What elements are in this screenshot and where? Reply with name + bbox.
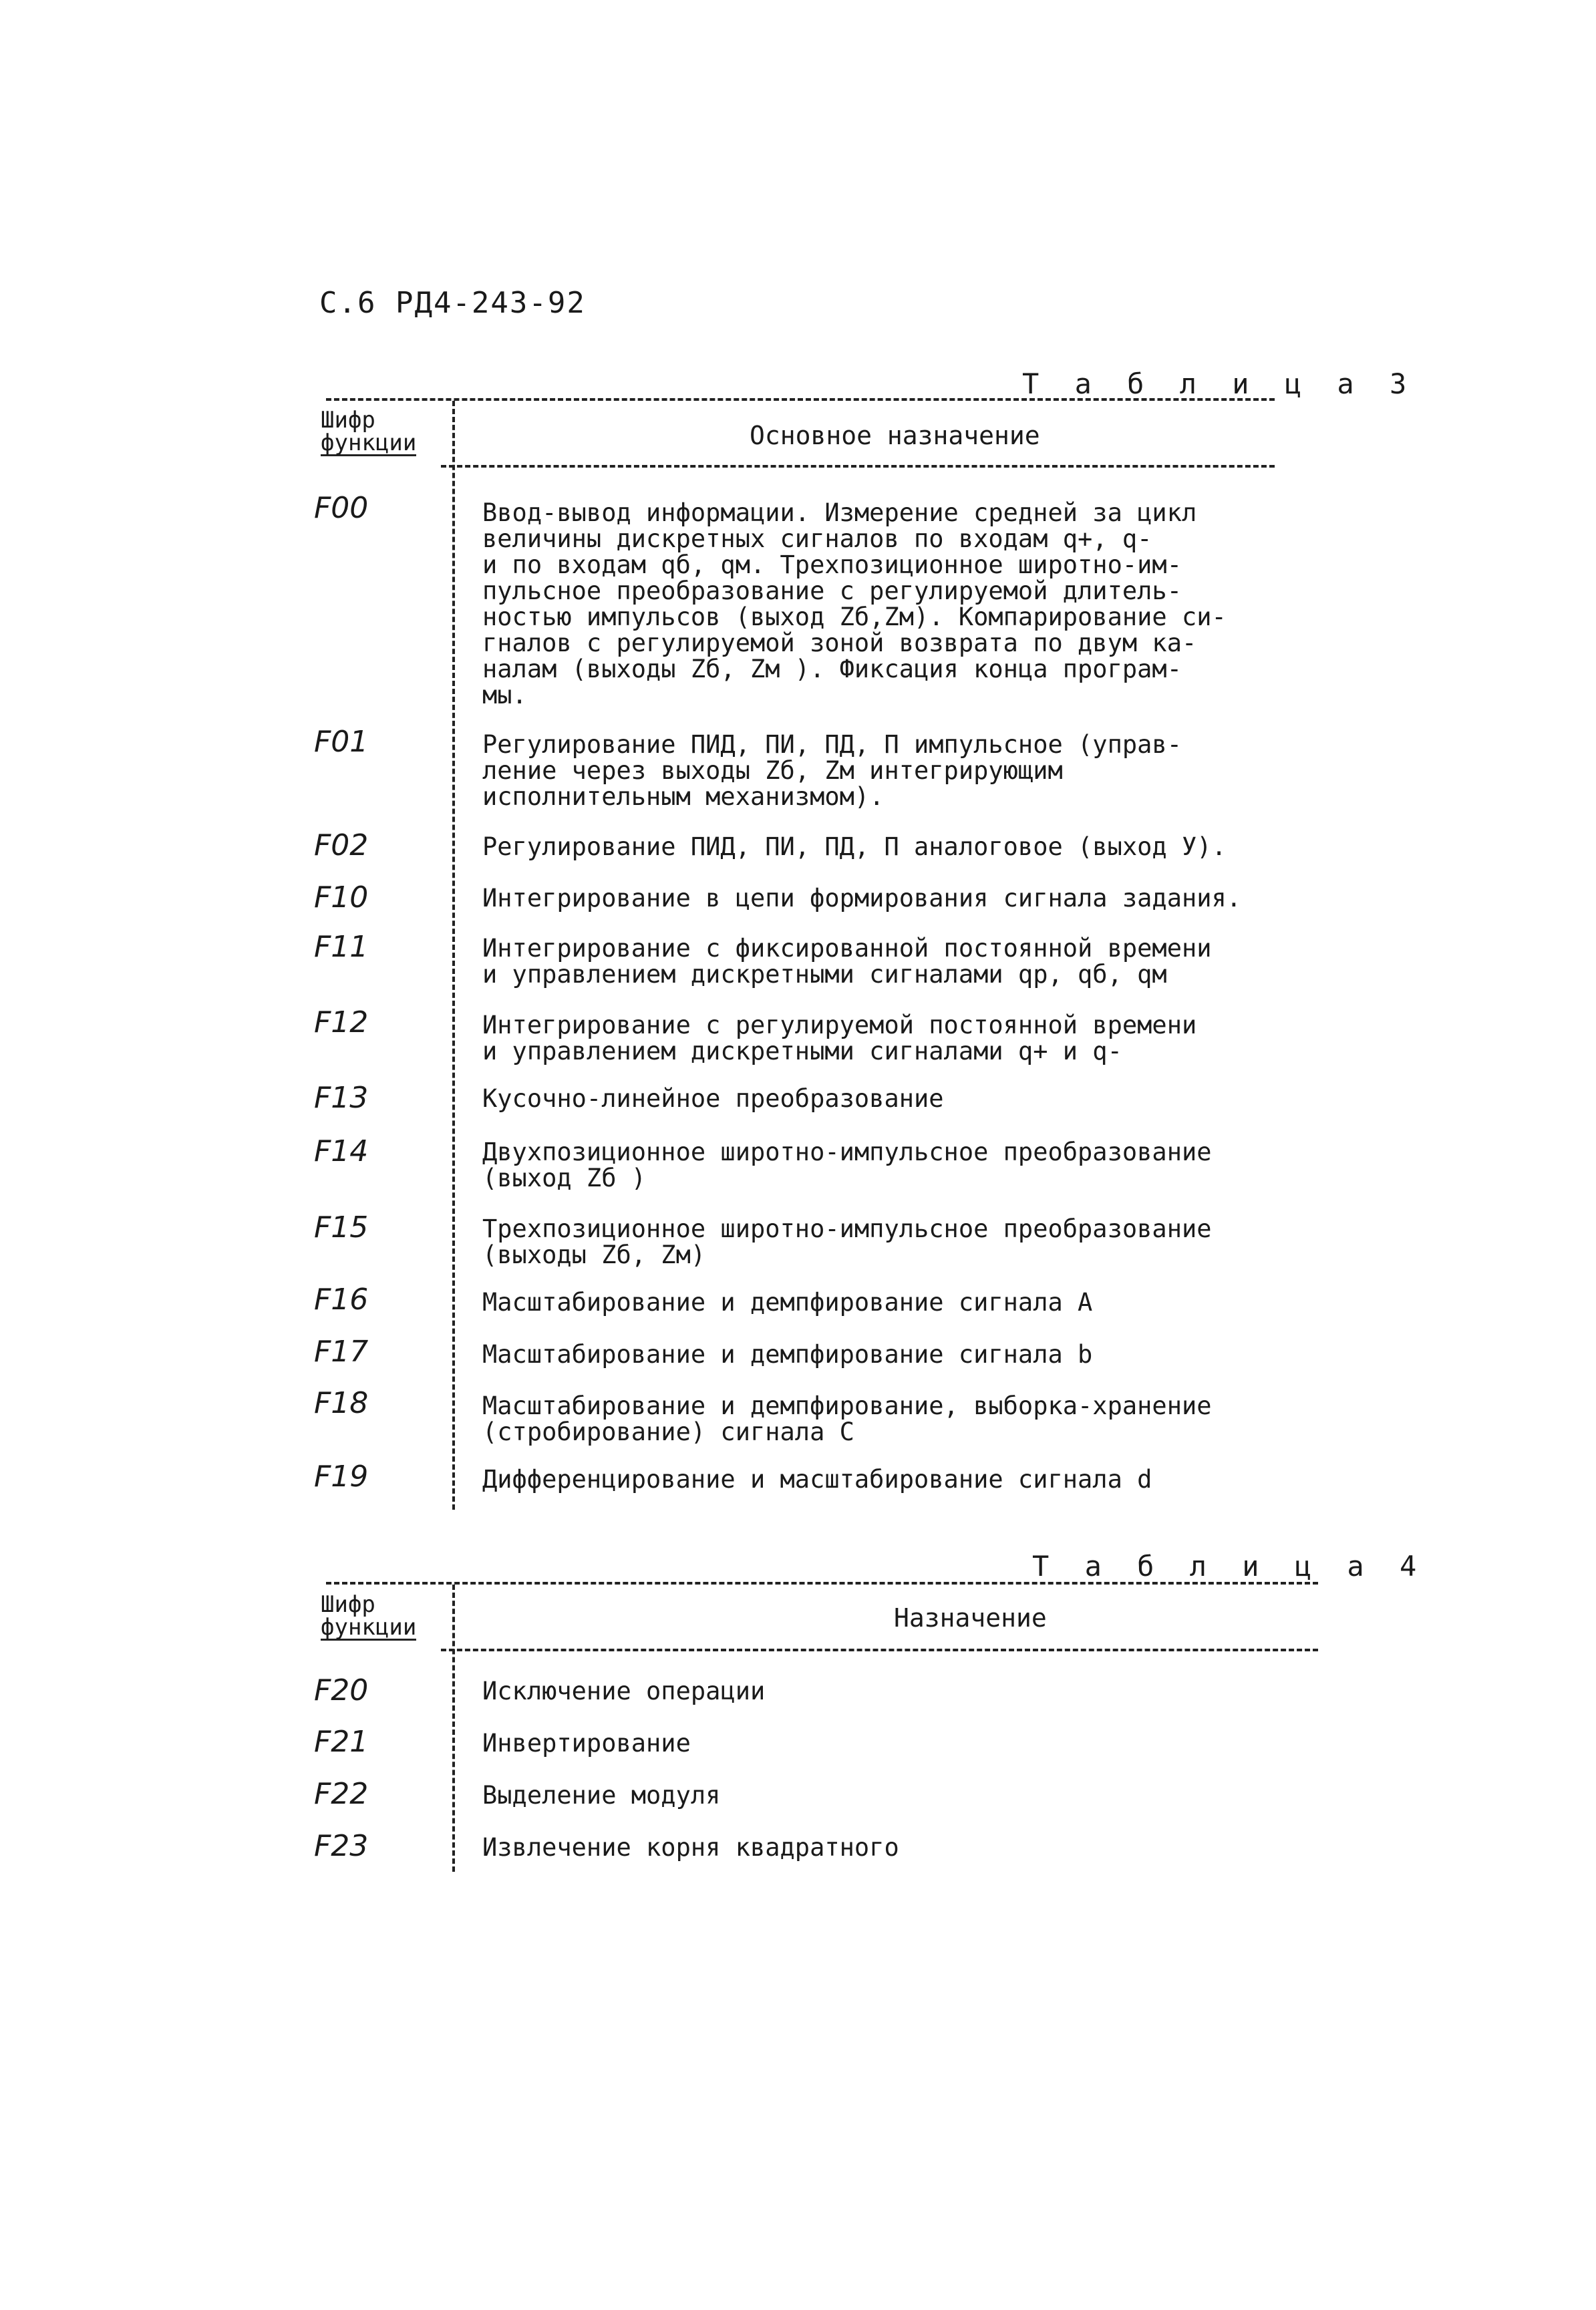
table3-row-3-code: F10 (314, 880, 369, 915)
table4-top-rule (326, 1582, 1318, 1585)
table4-row-0-code: F20 (314, 1673, 369, 1707)
table3-row-2-desc: Регулирование ПИД, ПИ, ПД, П аналоговое (выход У). (482, 832, 1227, 861)
table4-row-0-desc: Исключение операции (482, 1677, 766, 1705)
table4-row-3-code: F23 (314, 1829, 369, 1863)
table3-row-6-code: F13 (314, 1081, 369, 1115)
table3-row-11-code: F18 (314, 1386, 369, 1420)
table3-row-12-desc: Дифференцирование и масштабирование сигнала d (482, 1465, 1152, 1494)
table3-row-1-desc: Регулирование ПИД, ПИ, ПД, П импульсное (управ- ление через выходы Zб, Zм интегрирующим исполнительным механизмом). (482, 730, 1182, 811)
table4-row-1-desc: Инвертирование (482, 1729, 691, 1758)
table3-row-7-desc: Двухпозиционное широтно-импульсное преобразование (выход Zб ) (482, 1138, 1212, 1192)
table4-row-1-code: F21 (314, 1725, 369, 1759)
table3-row-5-desc: Интегрирование с регулируемой постоянной времени и управлением дискретными сигналами q+ и q- (482, 1011, 1197, 1065)
table3-row-3-desc: Интегрирование в цепи формирования сигнала задания. (482, 884, 1242, 913)
table3-col-code-line2: функции (321, 430, 417, 456)
table3-col-code-line1: Шифр (321, 407, 375, 434)
table3-row-9-desc: Масштабирование и демпфирование сигнала А (482, 1288, 1093, 1317)
table3-col-code-header (321, 409, 416, 456)
table3-column-divider (452, 401, 455, 1510)
table3-row-4-desc: Интегрирование с фиксированной постоянной времени и управлением дискретными сигналами qр, qб, qм (482, 934, 1212, 989)
table4-col-code-header (321, 1593, 416, 1641)
table3-row-5-code: F12 (314, 1005, 369, 1039)
table3-row-10-desc: Масштабирование и демпфирование сигнала b (482, 1340, 1093, 1369)
table4-col-desc-header: Назначение (894, 1603, 1047, 1633)
table3-row-9-code: F16 (314, 1283, 369, 1317)
table4-column-divider (452, 1585, 455, 1872)
page-header: С.6 РД4-243-92 (319, 286, 586, 320)
table4-header-rule (441, 1649, 1318, 1651)
table3-row-4-code: F11 (314, 930, 369, 964)
table3-header-rule (441, 465, 1275, 468)
table4-caption: Т а б л и ц а 4 (1032, 1550, 1426, 1583)
table3-row-6-desc: Кусочно-линейное преобразование (482, 1084, 944, 1113)
table4-col-code-line1: Шифр (321, 1591, 375, 1618)
table3-row-1-code: F01 (314, 725, 369, 759)
table3-row-12-code: F19 (314, 1460, 369, 1494)
table3-row-8-code: F15 (314, 1210, 369, 1245)
table3-row-7-code: F14 (314, 1134, 369, 1168)
table4-col-code-line2: функции (321, 1614, 417, 1641)
table3-row-8-desc: Трехпозиционное широтно-импульсное преобразование (выходы Zб, Zм) (482, 1214, 1212, 1269)
table4-row-2-code: F22 (314, 1777, 369, 1811)
table3-row-10-code: F17 (314, 1335, 369, 1369)
table3-row-11-desc: Масштабирование и демпфирование, выборка-хранение (стробирование) сигнала С (482, 1391, 1212, 1446)
table3-row-2-code: F02 (314, 828, 369, 862)
table3-row-0-code: F00 (314, 491, 369, 525)
table3-caption: Т а б л и ц а 3 (1022, 367, 1416, 400)
table4-row-3-desc: Извлечение корня квадратного (482, 1833, 899, 1862)
table4-row-2-desc: Выделение модуля (482, 1781, 721, 1810)
table3-top-rule (326, 398, 1275, 401)
table3-col-desc-header: Основное назначение (750, 421, 1040, 450)
table3-row-0-desc: Ввод-вывод информации. Измерение средней за цикл величины дискретных сигналов по входам q+, q- и по входам qб, qм. Трехпозиционное широтно-им- пульсное преобразование с регулируемой длитель- ностью импульсов (выход Zб,Zм). Компарирование си- гналов с регулируемой зоной возврата по двум ка- налам (выходы Zб, Zм ). Фиксация конца програм- мы. (482, 498, 1227, 709)
